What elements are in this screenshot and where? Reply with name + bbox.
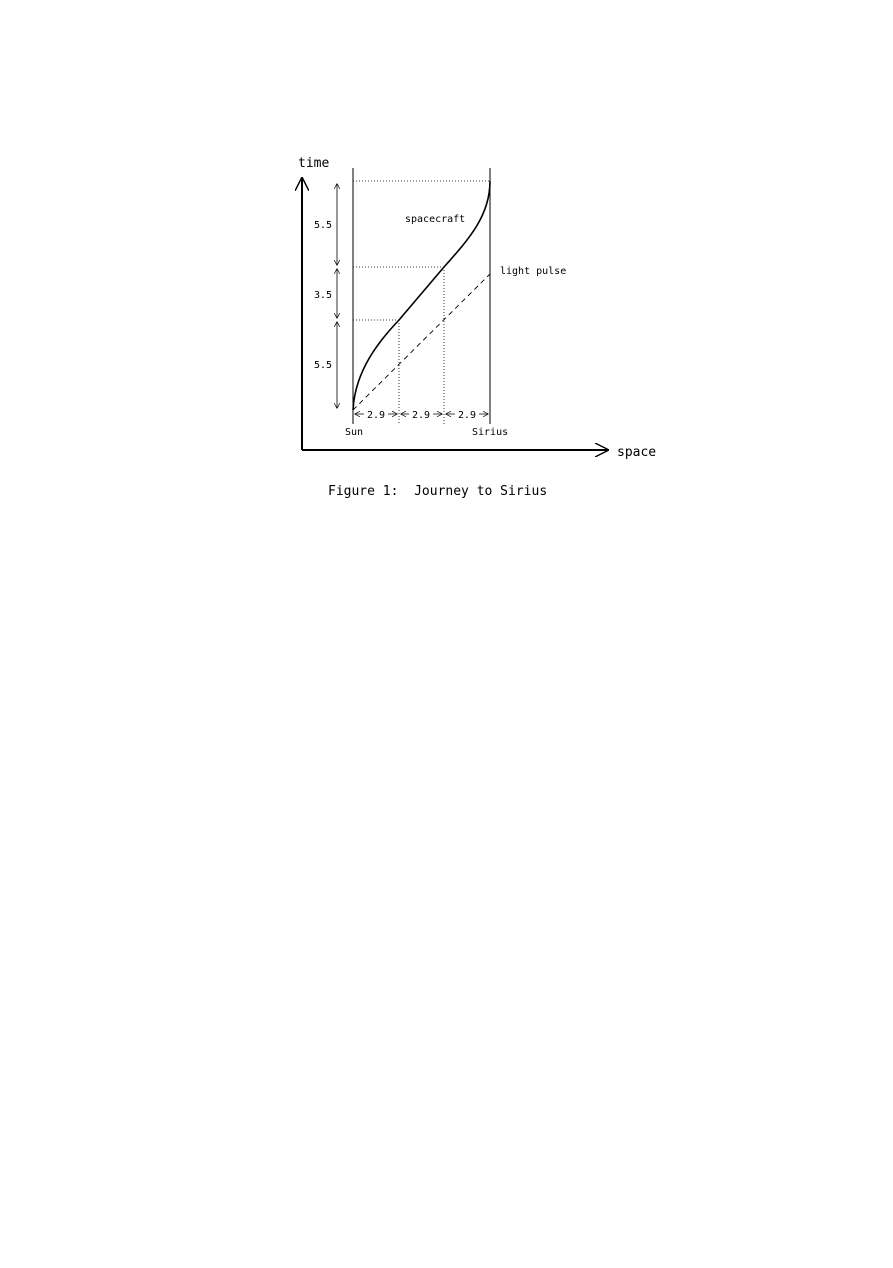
time-axis-label: time	[298, 156, 330, 171]
space-interval-label-2: 2.9	[412, 410, 431, 421]
time-interval-label-1: 5.5	[314, 220, 333, 231]
sirius-label: Sirius	[472, 427, 509, 438]
time-interval-label-2: 3.5	[314, 290, 333, 301]
spacecraft-label: spacecraft	[405, 214, 466, 225]
time-interval-label-3: 5.5	[314, 360, 333, 371]
light-pulse-label: light pulse	[500, 266, 567, 277]
figure-caption: Figure 1: Journey to Sirius	[328, 484, 548, 499]
sun-label: Sun	[345, 427, 364, 438]
space-interval-label-3: 2.9	[458, 410, 477, 421]
space-axis-label: space	[617, 445, 657, 460]
space-interval-label-1: 2.9	[367, 410, 386, 421]
